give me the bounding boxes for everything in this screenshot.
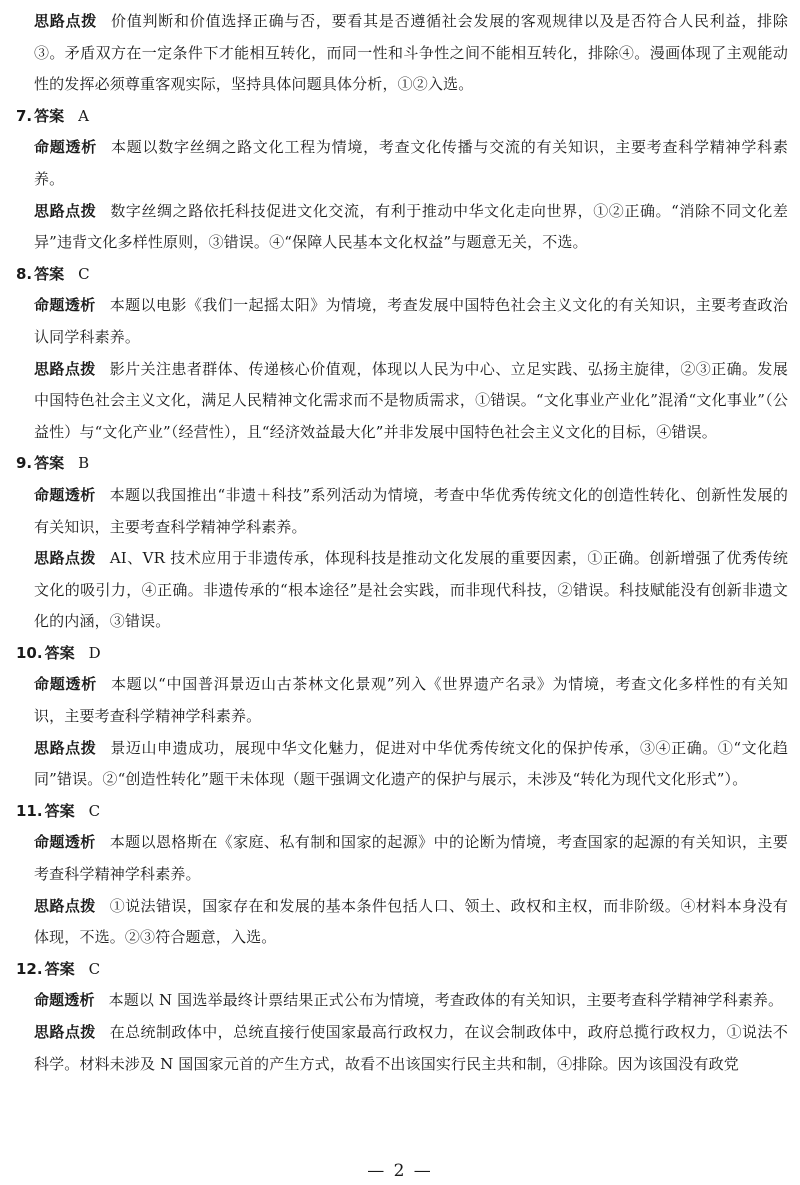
analysis-text: 本题以电影《我们一起摇太阳》为情境，考查发展中国特色社会主义文化的有关知识，主要考查政治认同学科素养。 xyxy=(34,296,789,346)
tips-paragraph-7 xyxy=(16,196,788,259)
question-number: 12. xyxy=(16,959,43,978)
answer-label: 答案 xyxy=(34,454,65,473)
tips-label: 思路点拨 xyxy=(34,738,97,757)
analysis-text: 本题以“中国普洱景迈山古茶林文化景观”列入《世界遗产名录》为情境，考查文化多样性的有关知识，主要考查科学精神学科素养。 xyxy=(34,675,788,726)
answer-letter: D xyxy=(88,643,101,662)
tips-text: ①说法错误，国家存在和发展的基本条件包括人口、领土、政权和主权，而非阶级。④材料本身没有体现，不选。②③符合题意，入选。 xyxy=(34,896,789,947)
tips-paragraph-12 xyxy=(16,1017,788,1080)
answer-heading-7 xyxy=(16,101,788,133)
analysis-label: 命题透析 xyxy=(34,296,96,315)
answer-heading-9 xyxy=(16,448,788,480)
answer-letter: B xyxy=(78,454,90,473)
tips-text: 在总统制政体中，总统直接行使国家最高行政权力，在议会制政体中，政府总揽行政权力，①说法不科学。材料未涉及 N 国国家元首的产生方式，故看不出该国实行民主共和制，④排除。因为该国没有政党 xyxy=(34,1023,789,1073)
answer-letter: C xyxy=(88,959,101,978)
analysis-label: 命题透析 xyxy=(34,991,95,1010)
tips-text: 景迈山申遗成功，展现中华文化魅力，促进对中华优秀传统文化的保护传承，③④正确。①“文化趋同”错误。②“创造性转化”题干未体现（题干强调文化遗产的保护与展示，未涉及“转化为现代文化形式”）。 xyxy=(34,738,788,789)
question-number: 7. xyxy=(16,106,33,125)
answer-letter: A xyxy=(78,106,89,125)
question-number: 11. xyxy=(16,801,43,820)
intro-paragraph xyxy=(16,6,788,101)
answer-letter: C xyxy=(88,801,101,820)
analysis-paragraph-7 xyxy=(16,132,788,195)
answer-heading-8 xyxy=(16,259,788,291)
answer-heading-12 xyxy=(16,954,788,986)
tips-label: 思路点拨 xyxy=(34,359,96,378)
answer-letter: C xyxy=(78,264,90,283)
tips-label: 思路点拨 xyxy=(34,1023,96,1041)
tips-label: 思路点拨 xyxy=(34,12,98,30)
page-number: — 2 — xyxy=(367,1161,433,1181)
analysis-label: 命题透析 xyxy=(34,485,96,504)
tips-paragraph-8 xyxy=(16,354,788,449)
analysis-paragraph-10 xyxy=(16,669,788,732)
analysis-text: 本题以数字丝绸之路文化工程为情境，考查文化传播与交流的有关知识，主要考查科学精神学科素养。 xyxy=(34,138,788,188)
analysis-paragraph-8 xyxy=(16,290,788,353)
analysis-paragraph-11 xyxy=(16,827,788,890)
tips-paragraph-9 xyxy=(16,543,788,638)
analysis-label: 命题透析 xyxy=(34,138,98,157)
tips-paragraph-10 xyxy=(16,733,788,796)
tips-label: 思路点拨 xyxy=(34,201,97,220)
tips-label: 思路点拨 xyxy=(34,896,96,915)
answer-label: 答案 xyxy=(34,106,65,125)
analysis-label: 命题透析 xyxy=(34,833,96,852)
analysis-text: 本题以我国推出“非遗＋科技”系列活动为情境，考查中华优秀传统文化的创造性转化、创新性发展的有关知识，主要考查科学精神学科素养。 xyxy=(34,485,789,536)
answer-heading-11 xyxy=(16,796,788,828)
tips-paragraph-11 xyxy=(16,891,788,954)
question-number: 10. xyxy=(16,643,43,662)
question-number: 9. xyxy=(16,454,33,473)
answer-label: 答案 xyxy=(44,643,75,662)
analysis-paragraph-12 xyxy=(16,985,788,1017)
question-number: 8. xyxy=(16,264,33,283)
answer-label: 答案 xyxy=(34,264,65,283)
analysis-label: 命题透析 xyxy=(34,675,97,694)
tips-label: 思路点拨 xyxy=(34,549,96,568)
analysis-text: 本题以恩格斯在《家庭、私有制和国家的起源》中的论断为情境，考查国家的起源的有关知识，主要考查科学精神学科素养。 xyxy=(34,833,789,884)
tips-text: 数字丝绸之路依托科技促进文化交流，有利于推动中华文化走向世界，①②正确。“消除不同文化差异”违背文化多样性原则，③错误。④“保障人民基本文化权益”与题意无关，不选。 xyxy=(34,201,788,252)
analysis-text: 本题以 N 国选举最终计票结果正式公布为情境，考查政体的有关知识，主要考查科学精神学科素养。 xyxy=(108,991,784,1010)
answer-heading-10 xyxy=(16,638,788,670)
tips-text: 影片关注患者群体、传递核心价值观，体现以人民为中心、立足实践、弘扬主旋律，②③正确。发展中国特色社会主义文化，满足人民精神文化需求而不是物质需求，①错误。“文化事业产业化”混淆“文化事业”（公益性）与“文化产业”（经营性），且“经济效益最大化”并非发展中国特色社会主义文化的目标，④错误。 xyxy=(34,359,789,441)
tips-text: AI、VR 技术应用于非遗传承，体现科技是推动文化发展的重要因素，①正确。创新增强了优秀传统文化的吸引力，④正确。非遗传承的“根本途径”是社会实践，而非现代科技，②错误。科技赋能没有创新非遗文化的内涵，③错误。 xyxy=(34,549,788,631)
analysis-paragraph-9 xyxy=(16,480,788,543)
answer-label: 答案 xyxy=(44,801,75,820)
intro-text: 价值判断和价值选择正确与否，要看其是否遵循社会发展的客观规律以及是否符合人民利益，排除③。矛盾双方在一定条件下才能相互转化，而同一性和斗争性之间不能相互转化，排除④。漫画体现了主观能动性的发挥必须尊重客观实际，坚持具体问题具体分析，①②入选。 xyxy=(34,12,788,94)
answer-label: 答案 xyxy=(44,959,75,978)
